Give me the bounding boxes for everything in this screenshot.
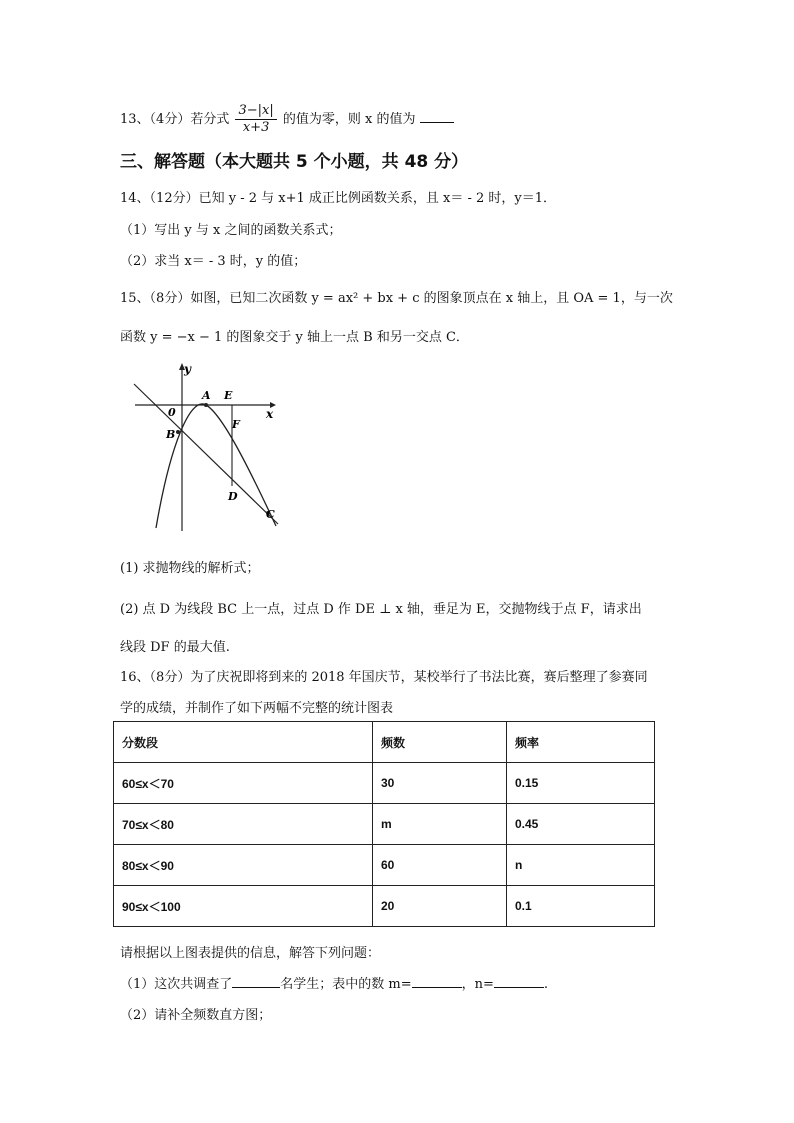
q16-part1 — [120, 973, 548, 992]
table-cell: 30 — [373, 763, 507, 804]
q16-part2: （2）请补全频数直方图； — [120, 1008, 272, 1023]
question-13 — [120, 103, 454, 136]
q15-stem-line2: 函数 y = −x − 1 的图象交于 y 轴上一点 B 和另一交点 C． — [120, 330, 469, 345]
q16-part1-a: （1）这次共调查了 — [120, 977, 233, 992]
q16-students-blank[interactable] — [232, 974, 280, 988]
point-a — [204, 403, 208, 407]
label-c: C — [266, 508, 275, 521]
q15-part2-line1: (2) 点 D 为线段 BC 上一点，过点 D 作 DE ⊥ x 轴，垂足为 E，交抛物线于点 F，请求出 — [120, 602, 642, 617]
q15-stem-line1: 15、（8分）如图，已知二次函数 y = ax² + bx + c 的图象顶点在 x 轴上，且 OA = 1，与一次 — [120, 291, 673, 306]
q16-m-blank[interactable] — [412, 974, 462, 988]
q13-fraction-denominator: x+3 — [242, 120, 270, 135]
table-cell: 70≤x＜80 — [114, 804, 373, 845]
section-title: 三、解答题（本大题共 5 个小题，共 48 分） — [120, 152, 469, 172]
label-o: 0 — [168, 406, 176, 419]
table-header-cell: 频数 — [373, 722, 507, 763]
label-f: F — [232, 418, 240, 431]
q13-answer-blank[interactable] — [420, 109, 454, 123]
table-row — [114, 804, 655, 845]
label-x: x — [266, 407, 274, 421]
q14-part2: （2）求当 x＝ - 3 时，y 的值； — [120, 254, 307, 269]
table-cell: 90≤x＜100 — [114, 886, 373, 927]
q15-part2-line2: 线段 DF 的最大值. — [120, 640, 230, 655]
q16-part1-d: . — [543, 977, 549, 992]
q15-figure — [120, 356, 285, 540]
label-a: A — [202, 389, 211, 402]
table-row — [114, 845, 655, 886]
table-cell: m — [373, 804, 507, 845]
label-b: B — [166, 428, 176, 441]
q16-stem-line1: 16、（8分）为了庆祝即将到来的 2018 年国庆节，某校举行了书法比赛，赛后整理了参赛同 — [120, 670, 648, 685]
q16-part1-b: 名学生；表中的数 m= — [280, 977, 412, 992]
table-header-row — [114, 722, 655, 763]
label-y: y — [184, 362, 191, 376]
q16-part1-c: ，n= — [461, 977, 494, 992]
q14-part1: （1）写出 y 与 x 之间的函数关系式； — [120, 223, 342, 238]
point-b — [176, 430, 180, 434]
table-cell: n — [507, 845, 655, 886]
table-cell: 20 — [373, 886, 507, 927]
q16-after-table: 请根据以上图表提供的信息，解答下列问题： — [120, 946, 381, 961]
q16-stem-line2: 学的成绩，并制作了如下两幅不完整的统计图表 — [120, 701, 394, 716]
label-d: D — [228, 490, 238, 503]
table-header-cell: 分数段 — [114, 722, 373, 763]
frequency-table — [113, 721, 655, 927]
q13-fraction-numerator: 3−|x| — [235, 103, 276, 120]
q15-part1: (1) 求抛物线的解析式； — [120, 561, 260, 576]
parabola-graph — [120, 356, 285, 536]
table-row — [114, 886, 655, 927]
q13-prefix: 13、（4分）若分式 — [120, 112, 230, 127]
q16-n-blank[interactable] — [494, 974, 544, 988]
table-cell: 0.45 — [507, 804, 655, 845]
label-e: E — [224, 389, 233, 402]
table-cell: 80≤x＜90 — [114, 845, 373, 886]
table-cell: 0.1 — [507, 886, 655, 927]
table-cell: 0.15 — [507, 763, 655, 804]
table-cell: 60 — [373, 845, 507, 886]
table-row — [114, 763, 655, 804]
table-header-cell: 频率 — [507, 722, 655, 763]
q13-suffix: 的值为零，则 x 的值为 — [282, 112, 416, 127]
q14-stem: 14、（12分）已知 y - 2 与 x+1 成正比例函数关系，且 x＝ - 2 时，y＝1． — [120, 191, 557, 206]
q13-fraction — [235, 103, 276, 136]
table-cell: 60≤x＜70 — [114, 763, 373, 804]
